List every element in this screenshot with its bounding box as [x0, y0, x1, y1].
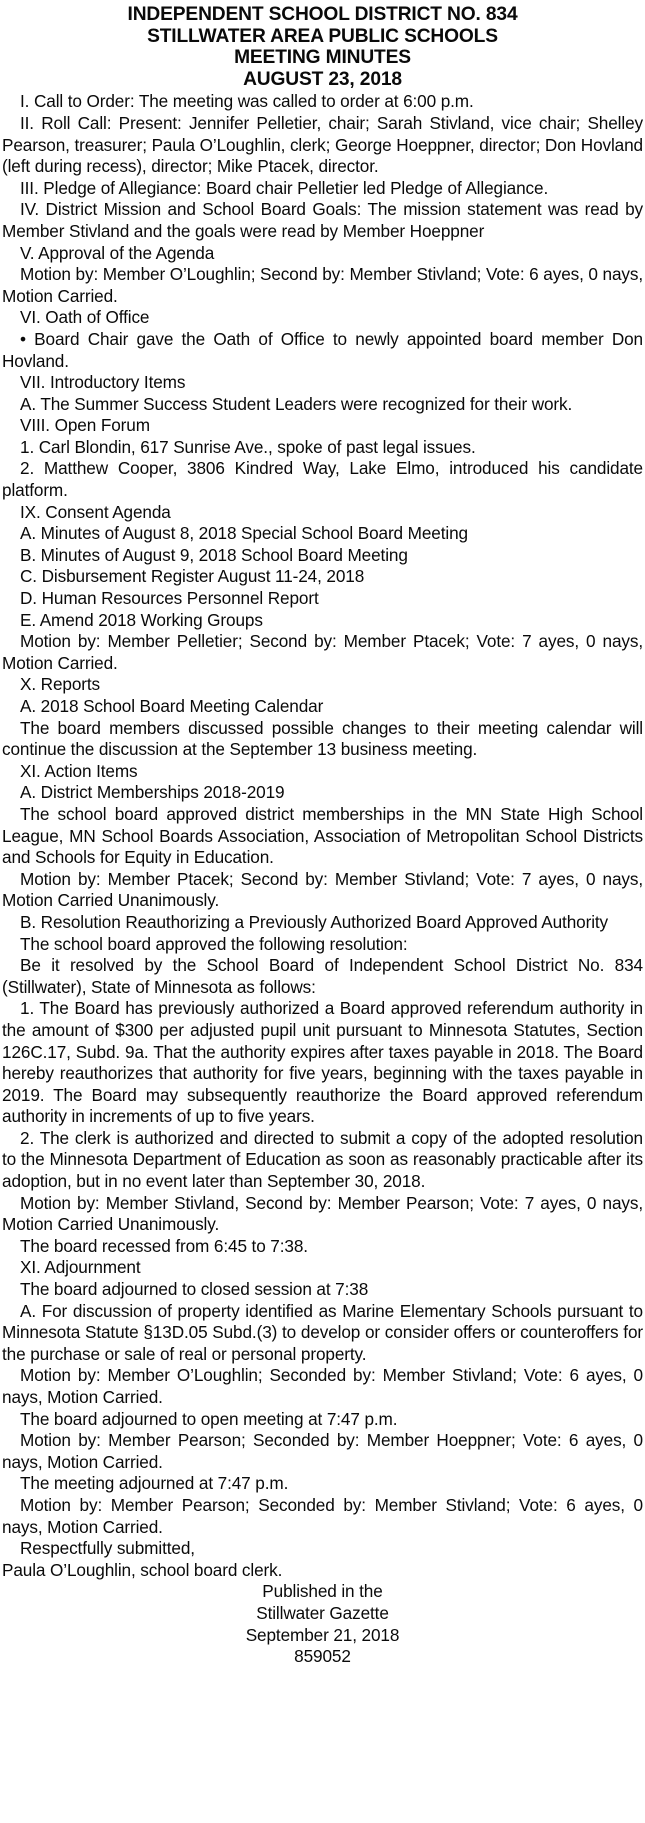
notice-paragraph: I. Call to Order: The meeting was called to order at 6:00 p.m.: [20, 91, 474, 112]
notice-paragraph: XI. Adjournment: [20, 1257, 141, 1278]
notice-paragraph: D. Human Resources Personnel Report: [20, 588, 319, 609]
notice-paragraph: C. Disbursement Register August 11-24, 2018: [20, 566, 365, 587]
notice-paragraph: B. Resolution Reauthorizing a Previously Authorized Board Approved Authority: [20, 911, 609, 932]
notice-paragraph: VI. Oath of Office: [20, 307, 150, 328]
notice-paragraph: Motion by: Member Pearson; Seconded by: Member Stivland; Vote: 6 ayes, 0 nays, Motion Carried.: [2, 1494, 643, 1537]
notice-paragraph: Motion by: Member Pelletier; Second by: Member Ptacek; Vote: 7 ayes, 0 nays, Motion Carried.: [2, 631, 643, 673]
notice-paragraph: The board adjourned to open meeting at 7:47 p.m.: [20, 1408, 398, 1429]
notice-paragraph: Motion by: Member O’Loughlin; Seconded by: Member Stivland; Vote: 6 ayes, 0 nays, Motion Carried.: [2, 1365, 643, 1407]
notice-paragraph: The board recessed from 6:45 to 7:38.: [20, 1235, 308, 1256]
notice-paragraph: 2. Matthew Cooper, 3806 Kindred Way, Lake Elmo, introduced his candidate platform.: [2, 458, 643, 501]
masthead-line: STILLWATER AREA PUBLIC SCHOOLS: [147, 25, 498, 47]
notice-paragraph: II. Roll Call: Present: Jennifer Pelletier, chair; Sarah Stivland, vice chair; Shelley Pearson, treasurer; Paula O’Loughlin, clerk; George Hoeppner, director; Don Hovland (left during recess), director; Mike Ptacek, director.: [2, 112, 643, 177]
notice-paragraph: A. For discussion of property identified as Marine Elementary Schools pursuant to Minnesota Statute §13D.05 Subd.(3) to develop or consider offers or counteroffers for the purchase or sale of real or personal property.: [2, 1300, 643, 1364]
masthead-line: AUGUST 23, 2018: [243, 68, 402, 90]
colophon-line: September 21, 2018: [245, 1624, 400, 1645]
notice-paragraph: V. Approval of the Agenda: [20, 242, 215, 263]
publication-colophon: [2, 1581, 643, 1667]
notice-paragraph: Motion by: Member Ptacek; Second by: Member Stivland; Vote: 7 ayes, 0 nays, Motion Carried Unanimously.: [2, 868, 643, 911]
masthead-line: INDEPENDENT SCHOOL DISTRICT NO. 834: [127, 4, 518, 25]
notice-paragraph: Be it resolved by the School Board of Independent School District No. 834 (Stillwater), State of Minnesota as follows:: [2, 955, 643, 997]
notice-paragraph: IX. Consent Agenda: [20, 501, 171, 522]
notice-paragraph: E. Amend 2018 Working Groups: [20, 609, 263, 630]
notice-paragraph: The school board approved district memberships in the MN State High School League, MN School Boards Association, Association of Metropolitan School Districts and Schools for Equity in Education.: [2, 803, 643, 868]
notice-paragraph: XI. Action Items: [20, 760, 138, 781]
masthead-line: MEETING MINUTES: [234, 47, 411, 69]
notice-paragraph: VII. Introductory Items: [20, 372, 186, 393]
notice-paragraph: The board members discussed possible changes to their meeting calendar will continue the discussion at the September 13 business meeting.: [2, 717, 643, 760]
colophon-line: Published in the: [262, 1581, 383, 1602]
notice-paragraph: Motion by: Member Stivland, Second by: Member Pearson; Vote: 7 ayes, 0 nays, Motion Carried Unanimously.: [2, 1192, 643, 1235]
notice-paragraph: A. Minutes of August 8, 2018 Special School Board Meeting: [20, 523, 468, 544]
notice-paragraph: • Board Chair gave the Oath of Office to newly appointed board member Don Hovland.: [2, 328, 643, 371]
notice-paragraph: A. District Memberships 2018-2019: [20, 782, 285, 803]
notice-paragraph: 1. The Board has previously authorized a Board approved referendum authority in the amount of $300 per adjusted pupil unit pursuant to Minnesota Statutes, Section 126C.17, Subd. 9a. That the authority expires after taxes payable in 2018. The Board hereby reauthorizes that authority for five years, beginning with the taxes payable in 2019. The Board may subsequently reauthorize the Board approved referendum authority in increments of up to five years.: [2, 998, 643, 1127]
notice-paragraph: The school board approved the following resolution:: [20, 933, 408, 954]
notice-paragraph: IV. District Mission and School Board Goals: The mission statement was read by Member Stivland and the goals were read by Member Hoeppner: [2, 199, 643, 241]
notice-paragraph: B. Minutes of August 9, 2018 School Board Meeting: [20, 544, 408, 565]
notice-paragraph: VIII. Open Forum: [20, 415, 150, 436]
notice-body: [2, 91, 643, 1581]
notice-paragraph: 2. The clerk is authorized and directed to submit a copy of the adopted resolution to the Minnesota Department of Education as soon as reasonably practicable after its adoption, but in no event later than September 30, 2018.: [2, 1127, 643, 1192]
notice-paragraph: Motion by: Member O’Loughlin; Second by: Member Stivland; Vote: 6 ayes, 0 nays, Motion Carried.: [2, 264, 643, 306]
notice-paragraph: A. 2018 School Board Meeting Calendar: [20, 696, 324, 716]
notice-paragraph: X. Reports: [20, 674, 100, 695]
notice-paragraph: Paula O’Loughlin, school board clerk.: [2, 1559, 283, 1580]
notice-paragraph: 1. Carl Blondin, 617 Sunrise Ave., spoke of past legal issues.: [20, 436, 476, 457]
notice-paragraph: The meeting adjourned at 7:47 p.m.: [20, 1473, 289, 1494]
notice-number: 859052: [294, 1646, 351, 1667]
notice-paragraph: III. Pledge of Allegiance: Board chair Pelletier led Pledge of Allegiance.: [20, 177, 549, 198]
notice-paragraph: The board adjourned to closed session at 7:38: [20, 1279, 369, 1300]
notice-paragraph: A. The Summer Success Student Leaders were recognized for their work.: [20, 393, 573, 414]
notice-masthead: [2, 4, 643, 90]
colophon-line: Stillwater Gazette: [256, 1602, 389, 1623]
notice-paragraph: Motion by: Member Pearson; Seconded by: Member Hoeppner; Vote: 6 ayes, 0 nays, Motion Carried.: [2, 1430, 643, 1472]
notice-paragraph: Respectfully submitted,: [20, 1538, 195, 1559]
